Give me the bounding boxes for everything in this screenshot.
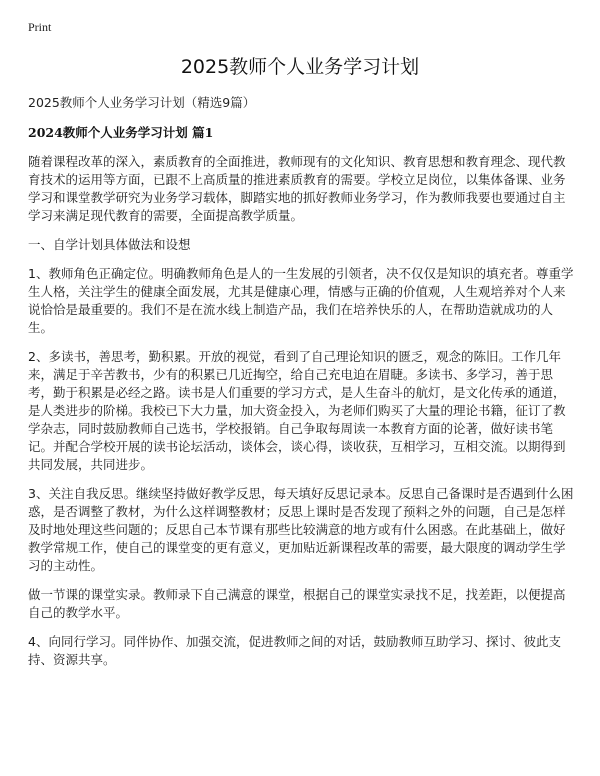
paragraph-classroom-record: 做一节课的课堂实录。教师录下自己满意的课堂，根据自己的课堂实录找不足，找差距，以便提高自己的教学水平。 [28, 587, 566, 620]
print-link[interactable]: Print [28, 20, 52, 34]
intro-paragraph: 随着课程改革的深入，素质教育的全面推进，教师现有的文化知识、教育思想和教育理念、现代教育技术的运用等方面，已跟不上高质量的推进素质教育的需要。学校立足岗位，以集体备课、业务学习和课堂教学研究为业务学习载体，脚踏实地的抓好教师业务学习，作为教师我要也要通过自主学习来满足现代教育的需要，全面提高教学质量。 [28, 154, 566, 223]
paragraph-item-2: 2、多读书，善思考，勤积累。开放的视觉，看到了自己理论知识的匮乏，观念的陈旧。工作几年来，满足于辛苦教书，少有的积累已几近掏空，给自己充电迫在眉睫。多读书、多学习，善于思考，勤于积累是必经之路。读书是人们重要的学习方式，是人生奋斗的航灯，是文化传承的通道，是人类进步的阶梯。我校已下大力量，加大资金投入，为老师们购买了大量的理论书籍，征订了教学杂志，同时鼓励教师自己选书，学校报销。自己争取每周读一本教育方面的论著，做好读书笔记。并配合学校开展的读书论坛活动，谈体会，谈心得，谈收获，互相学习，互相交流。以期得到共同发展，共同进步。 [28, 349, 566, 472]
section-heading: 2024教师个人业务学习计划 篇1 [28, 125, 214, 140]
document-title: 2025教师个人业务学习计划 [180, 56, 420, 78]
paragraph-item-4: 4、向同行学习。同伴协作、加强交流，促进教师之间的对话，鼓励教师互助学习、探讨、彼此支持、资源共享。 [28, 634, 561, 667]
subsection-heading: 一、自学计划具体做法和设想 [28, 237, 191, 252]
document-body [28, 153, 576, 680]
paragraph-item-1: 1、教师角色正确定位。明确教师角色是人的一生发展的引领者，决不仅仅是知识的填充者。尊重学生人格，关注学生的健康全面发展，尤其是健康心理，情感与正确的价值观，人生观培养对个人来说恰恰是最重要的。我们不是在流水线上制造产品，我们在培养快乐的人，在帮助造就成功的人生。 [28, 266, 574, 335]
document-subtitle: 2025教师个人业务学习计划（精选9篇） [28, 95, 256, 110]
paragraph-item-3: 3、关注自我反思。继续坚持做好教学反思，每天填好反思记录本。反思自己备课时是否遇到什么困惑，是否调整了教材，为什么这样调整教材；反思上课时是否发现了预料之外的问题，自己是怎样及时地处理这些问题的；反思自己本节课有那些比较满意的地方或有什么困惑。在此基础上，做好教学常规工作，使自己的课堂变的更有意义，更加贴近新课程改革的需要，最大限度的调动学生学习的主动性。 [28, 486, 574, 573]
